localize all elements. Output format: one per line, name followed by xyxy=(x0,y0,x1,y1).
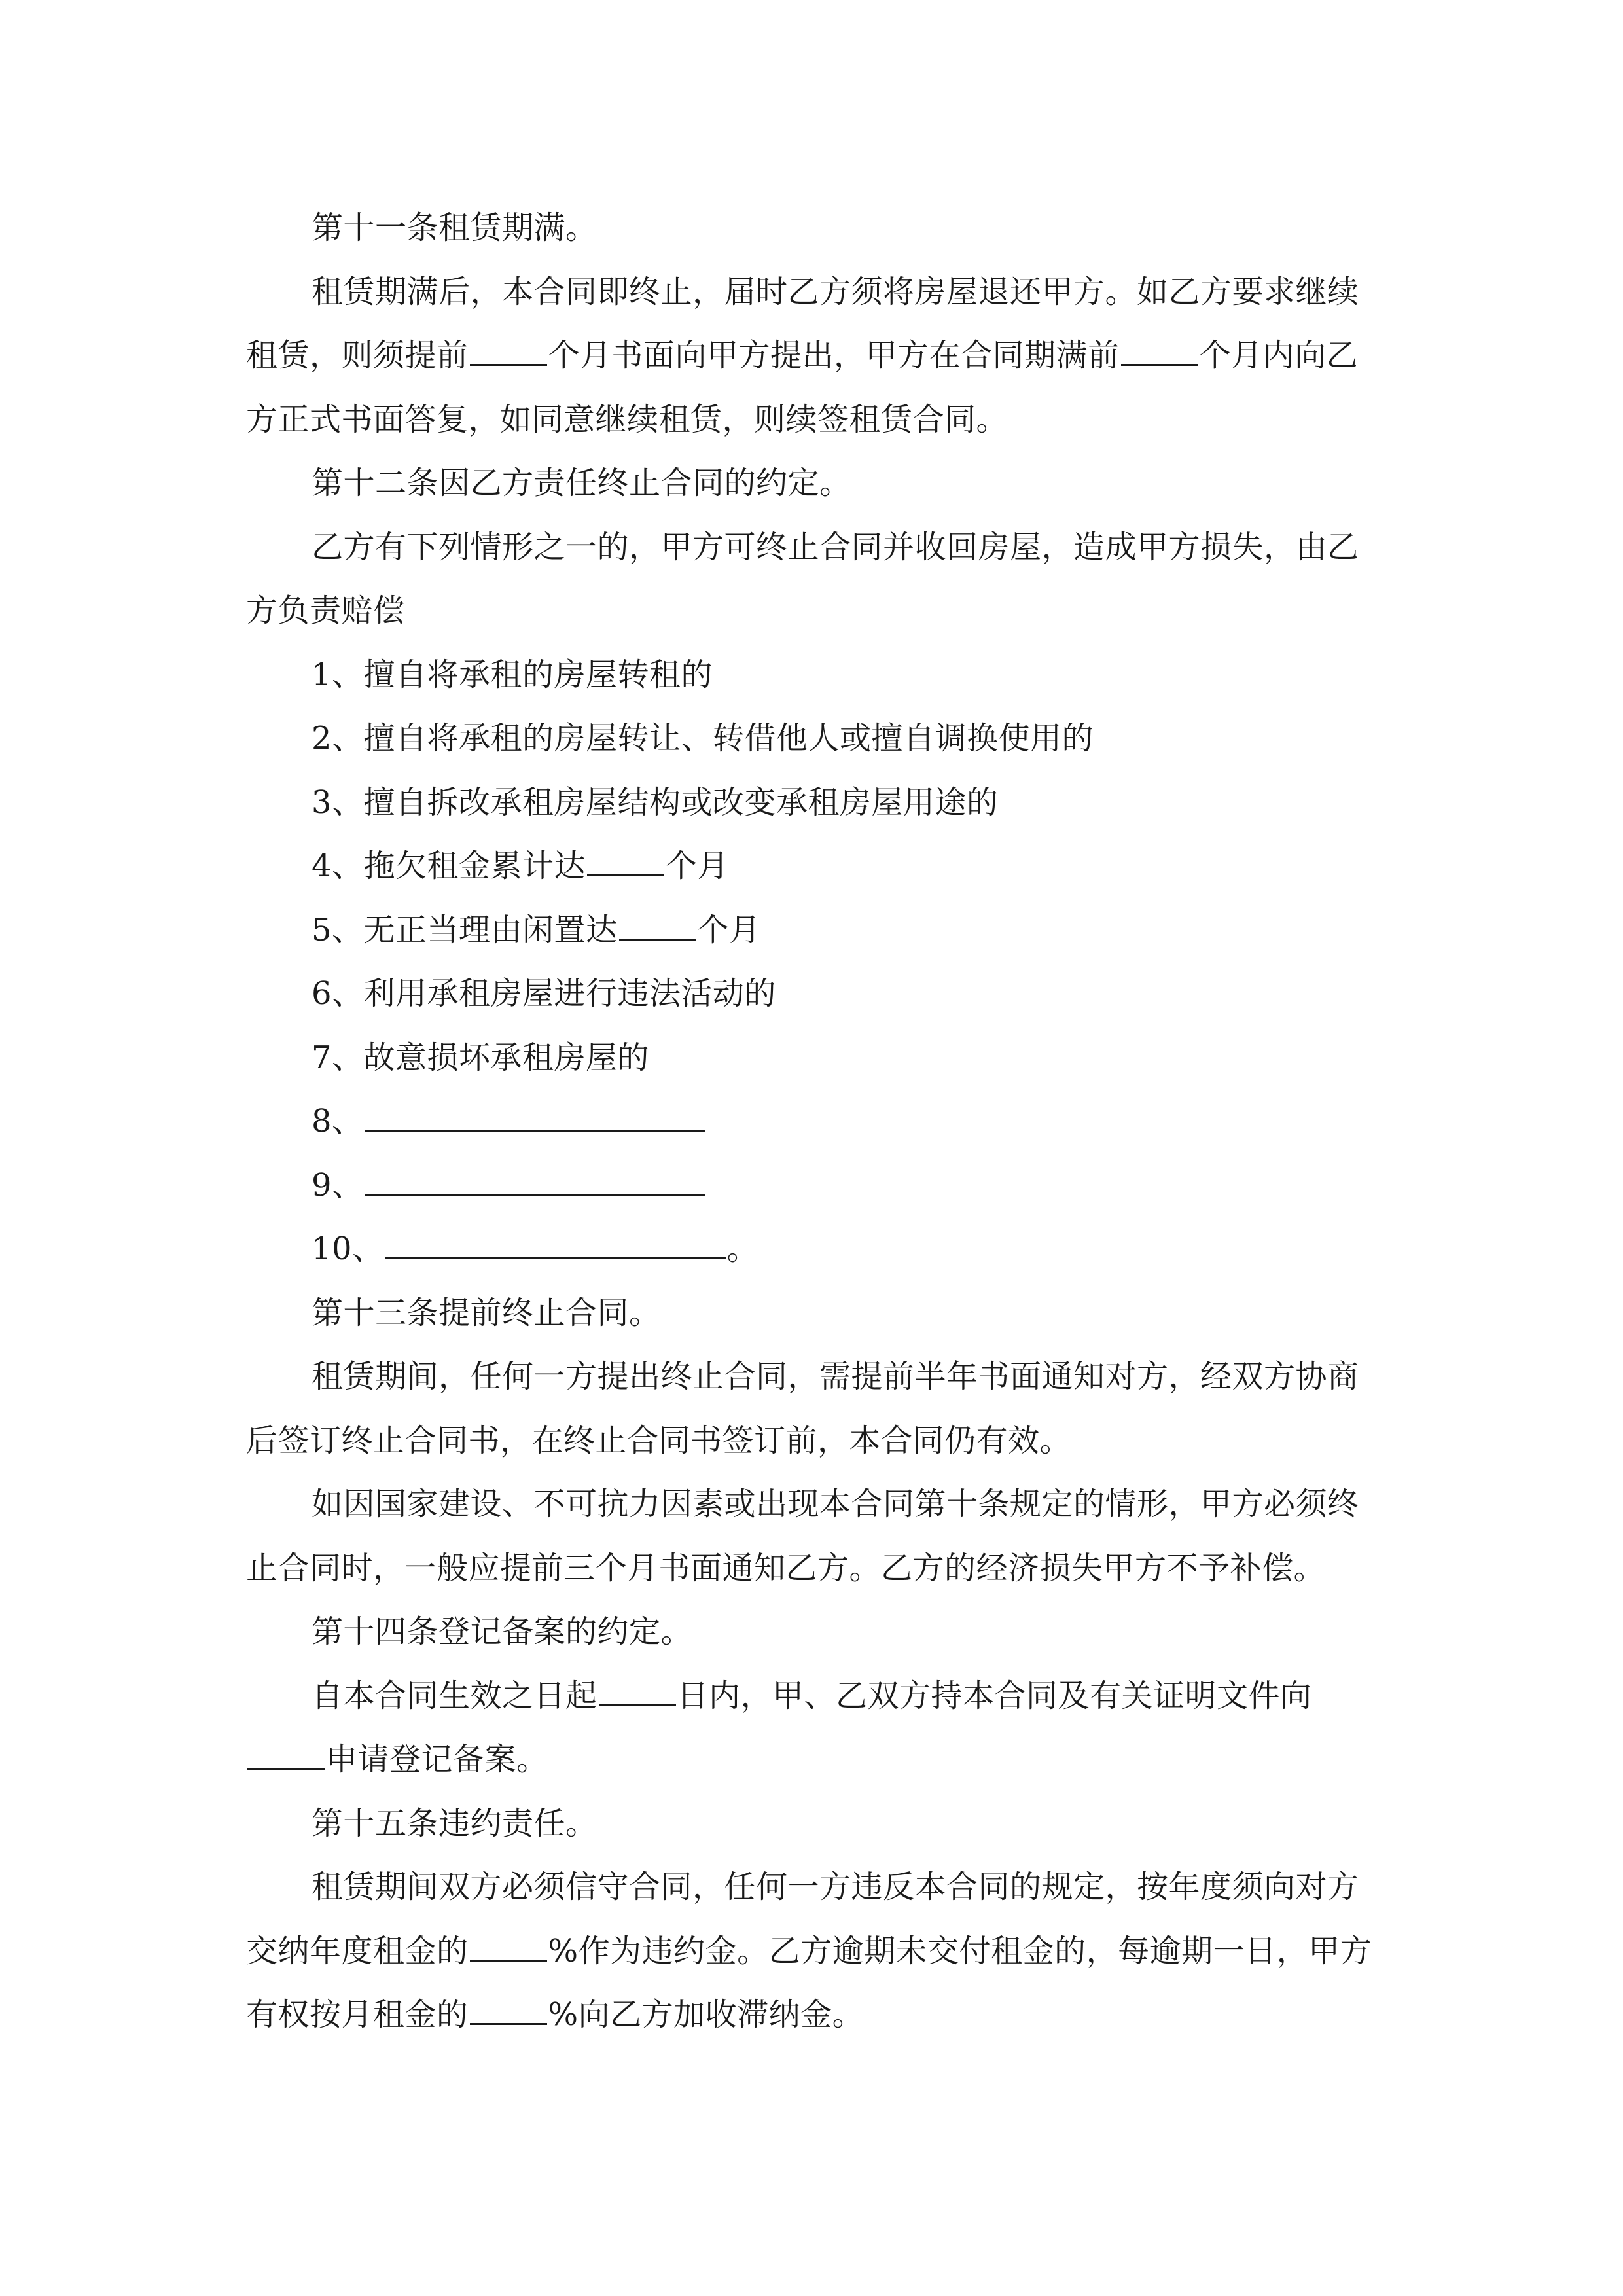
fill-blank xyxy=(247,1742,325,1770)
article-13-paragraph-line: 如因国家建设、不可抗力因素或出现本合同第十条规定的情形，甲方必须终 xyxy=(312,1486,1359,1522)
list-item: 5、无正当理由闲置达 个月 xyxy=(312,911,761,948)
article-12-intro-line: 乙方有下列情形之一的，甲方可终止合同并收回房屋，造成甲方损失，由乙 xyxy=(312,528,1359,565)
article-11-title: 第十一条租赁期满。 xyxy=(312,209,597,246)
fill-blank xyxy=(587,848,664,876)
list-item: 4、拖欠租金累计达 个月 xyxy=(312,848,730,884)
list-item: 2、擅自将承租的房屋转让、转借他人或擅自调换使用的 xyxy=(312,720,1094,757)
fill-blank xyxy=(619,912,696,941)
fill-blank xyxy=(1121,338,1198,366)
article-11-paragraph-line: 租赁期满后，本合同即终止，届时乙方须将房屋退还甲方。如乙方要求继续 xyxy=(312,273,1359,310)
list-item: 8、 xyxy=(246,1090,1378,1154)
article-15-paragraph-line: 有权按月租金的 %向乙方加收滞纳金。 xyxy=(246,1996,865,2033)
fill-blank xyxy=(470,338,547,366)
article-11-paragraph-line: 方正式书面答复，如同意继续租赁，则续签租赁合同。 xyxy=(246,401,1008,438)
article-14-title: 第十四条登记备案的约定。 xyxy=(312,1613,693,1650)
list-item: 1、擅自将承租的房屋转租的 xyxy=(312,656,713,693)
fill-blank xyxy=(599,1678,676,1706)
document-page xyxy=(246,196,1378,2047)
article-15-paragraph-line: 交纳年度租金的 %作为违约金。乙方逾期未交付租金的，每逾期一日，甲方 xyxy=(246,1932,1372,1969)
list-item: 3、擅自拆改承租房屋结构或改变承租房屋用途的 xyxy=(312,783,999,821)
article-12-intro-line: 方负责赔偿 xyxy=(246,592,405,629)
article-13-title: 第十三条提前终止合同。 xyxy=(312,1294,661,1331)
article-15-paragraph-line: 租赁期间双方必须信守合同，任何一方违反本合同的规定，按年度须向对方 xyxy=(312,1869,1359,1905)
list-item: 10、 。 xyxy=(312,1230,759,1267)
article-15-title: 第十五条违约责任。 xyxy=(312,1804,597,1842)
article-11-paragraph-line: 租赁，则须提前 个月书面向甲方提出，甲方在合同期满前 个月内向乙 xyxy=(246,337,1359,374)
list-item: 9、 xyxy=(246,1154,1378,1218)
fill-blank xyxy=(385,1231,726,1259)
article-14-paragraph-line: 自本合同生效之日起 日内，甲、乙双方持本合同及有关证明文件向 xyxy=(312,1677,1312,1714)
fill-blank xyxy=(470,1933,547,1962)
article-13-paragraph-line: 租赁期间，任何一方提出终止合同，需提前半年书面通知对方，经双方协商 xyxy=(312,1358,1359,1395)
article-13-paragraph-line: 后签订终止合同书，在终止合同书签订前，本合同仍有效。 xyxy=(246,1422,1072,1459)
article-12-title: 第十二条因乙方责任终止合同的约定。 xyxy=(312,465,851,501)
fill-blank xyxy=(365,1103,705,1132)
fill-blank xyxy=(365,1168,705,1196)
list-item: 7、故意损坏承租房屋的 xyxy=(312,1039,650,1076)
article-13-paragraph-line: 止合同时，一般应提前三个月书面通知乙方。乙方的经济损失甲方不予补偿。 xyxy=(246,1549,1326,1587)
fill-blank xyxy=(470,1997,547,2025)
article-14-paragraph-line: 申请登记备案。 xyxy=(246,1728,1378,1792)
list-item: 6、利用承租房屋进行违法活动的 xyxy=(312,975,777,1012)
